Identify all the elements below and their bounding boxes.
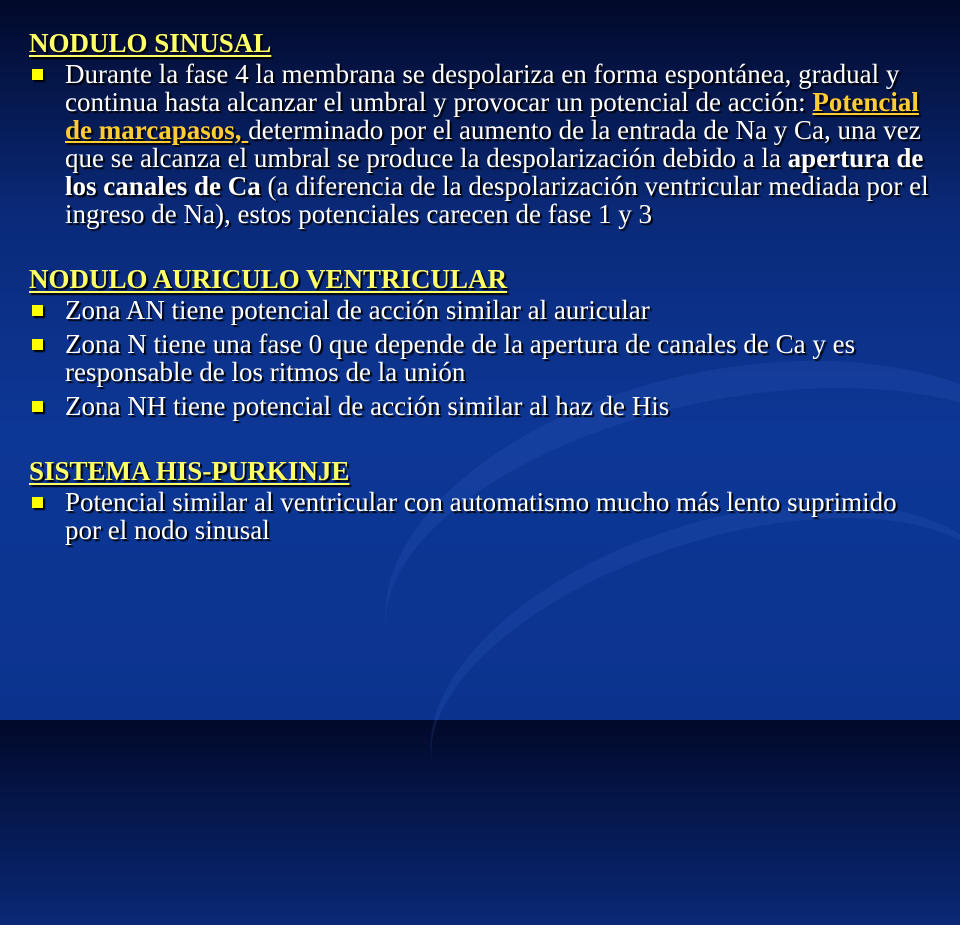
heading-his-purkinje: SISTEMA HIS-PURKINJE [29,456,350,486]
square-bullet-icon [32,339,43,350]
para-text-1: Durante la fase 4 la membrana se despolariza en forma espontánea, gradual y continua hasta alcanzar el umbral y provocar un potencial de acción: [65,59,900,117]
square-bullet-icon [32,69,43,80]
heading-nodulo-av: NODULO AURICULO VENTRICULAR [29,264,508,294]
bullet-item-sinusal [29,60,929,228]
para-text-2: determinado por el aumento de la entrada de Na y Ca, una vez que se alcanza el umbral se produce la despolarización debido a la [65,115,921,173]
square-bullet-icon [32,401,43,412]
bullet-item-his-1 [29,488,929,544]
bullet-text: Zona N tiene una fase 0 que depende de la apertura de canales de Ca y es responsable de los ritmos de la unión [65,329,856,387]
bullet-text: Zona NH tiene potencial de acción similar al haz de His [65,391,670,421]
highlight-potencial-marcapasos: Potencial de marcapasos, [65,87,919,145]
bullet-text: Potencial similar al ventricular con automatismo mucho más lento suprimido por el nodo sinusal [65,487,897,545]
bullet-item-av-1 [29,296,929,324]
bullet-text: Zona AN tiene potencial de acción similar al auricular [65,295,650,325]
square-bullet-icon [32,305,43,316]
heading-nodulo-sinusal: NODULO SINUSAL [29,28,272,58]
bullet-item-av-3 [29,392,929,420]
para-text-3: (a diferencia de la despolarización ventricular mediada por el ingreso de Na), estos potenciales carecen de fase 1 y 3 [65,171,929,229]
slide-content [29,28,929,550]
section-gap [29,426,929,456]
bold-apertura-canales: apertura de los canales de Ca [65,143,924,201]
section-gap [29,234,929,264]
bullet-item-av-2 [29,330,929,386]
square-bullet-icon [32,497,43,508]
